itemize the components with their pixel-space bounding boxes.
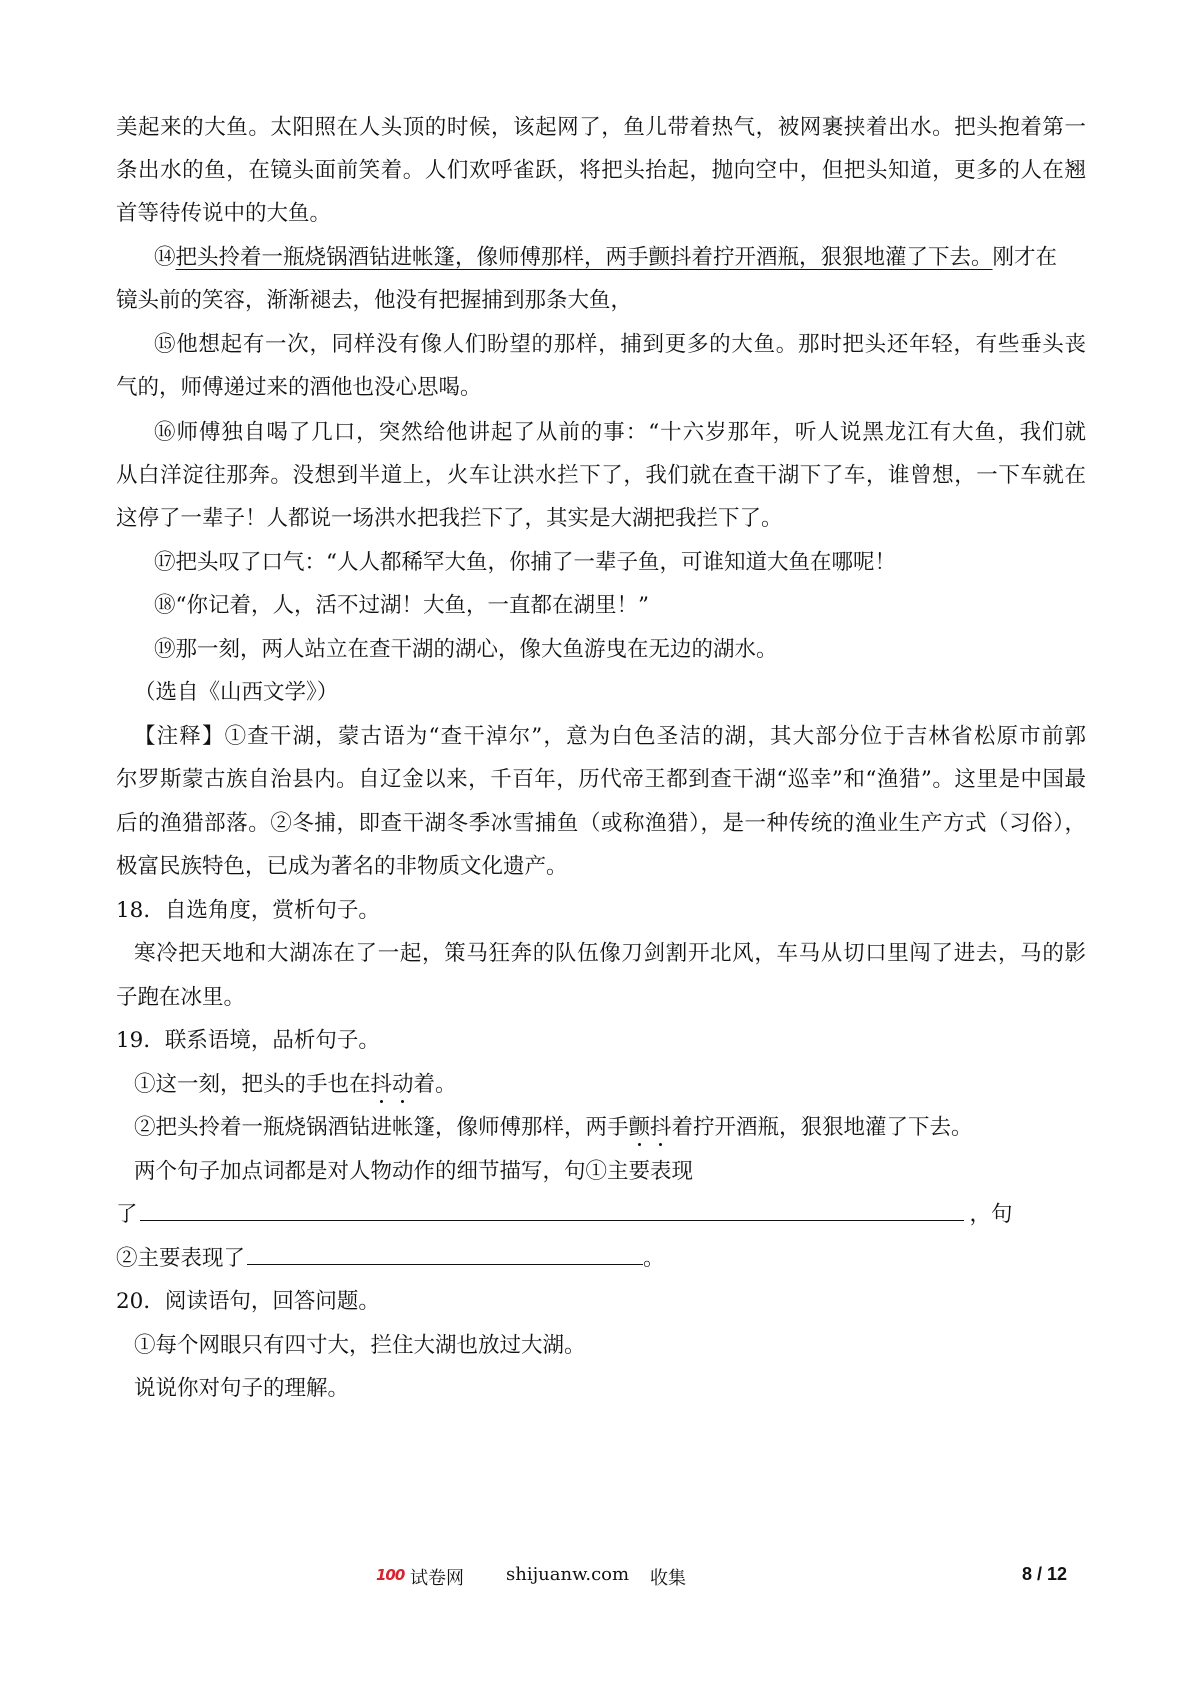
q19-s2-post: 着拧开酒瓶，狠狠地灌了下去。 (671, 1115, 973, 1140)
q19-blank2-row (116, 1244, 665, 1274)
para16-line1: ⑯师傅独自喝了几口，突然给他讲起了从前的事：“十六岁那年，听人说黑龙江有大鱼，我们就 (154, 420, 1086, 445)
collect-label: 收集 (650, 1568, 686, 1589)
answer-blank-2[interactable] (247, 1263, 643, 1265)
para16-line3: 这停了一辈子！人都说一场洪水把我拦下了，其实是大湖把我拦下了。 (116, 506, 783, 531)
para14-line1 (154, 243, 1057, 273)
page-footer (0, 1564, 1191, 1594)
q19-prompt: 两个句子加点词都是对人物动作的细节描写，句①主要表现 (134, 1159, 694, 1184)
para14-underlined-sentence: 把头拎着一瓶烧锅酒钻进帐篷，像师傅那样，两手颤抖着拧开酒瓶，狠狠地灌了下去。 (175, 245, 993, 270)
page-number: 8 / 12 (1022, 1564, 1068, 1584)
note-line1: 【注释】①查干湖，蒙古语为“查干淖尔”，意为白色圣洁的湖，其大部分位于吉林省松原市前郭 (134, 724, 1086, 749)
dotted-word-char: 动 (392, 1072, 414, 1097)
q19-sentence2 (134, 1113, 973, 1143)
site-logo: 100 (376, 1566, 405, 1584)
note-line2: 尔罗斯蒙古族自治县内。自辽金以来，千百年，历代帝王都到查干湖“巡幸”和“渔猎”。这里是中国最 (116, 767, 1086, 792)
dotted-word-char: 颤 (628, 1115, 651, 1140)
dotted-word-char: 抖 (370, 1072, 393, 1097)
para13-line2: 条出水的鱼，在镜头面前笑着。人们欢呼雀跃，将把头抬起，抛向空中，但把头知道，更多的人在翘 (116, 158, 1086, 183)
note-line4: 极富民族特色，已成为著名的非物质文化遗产。 (116, 854, 568, 879)
source-citation: （选自《山西文学》） (134, 680, 339, 705)
note-line3: 后的渔猎部落。②冬捕，即查干湖冬季冰雪捕鱼（或称渔猎），是一种传统的渔业生产方式（习俗）， (116, 811, 1086, 836)
q19-blank2-post: 。 (643, 1246, 665, 1271)
q18-sentence-line1: 寒冷把天地和大湖冻在了一起，策马狂奔的队伍像刀剑割开北风，车马从切口里闯了进去，马的影 (134, 941, 1086, 966)
q19-s1-post: 着。 (413, 1072, 457, 1097)
q20-title: 20．阅读语句，回答问题。 (116, 1289, 380, 1314)
para15-line1: ⑮他想起有一次，同样没有像人们盼望的那样，捕到更多的大鱼。那时把头还年轻，有些垂头丧 (154, 332, 1086, 357)
q19-s2-pre: ②把头拎着一瓶烧锅酒钻进帐篷，像师傅那样，两手 (134, 1115, 629, 1140)
para14-rest: 刚才在 (992, 245, 1058, 270)
site-url[interactable]: shijuanw.com (506, 1564, 630, 1585)
para19: ⑲那一刻，两人站立在查干湖的湖心，像大鱼游曳在无边的湖水。 (154, 637, 778, 662)
answer-blank-1[interactable] (140, 1219, 964, 1221)
para16-line2: 从白洋淀往那奔。没想到半道上，火车让洪水拦下了，我们就在查干湖下了车，谁曾想，一下车就在 (116, 463, 1086, 488)
q19-blank1-pre: 了 (116, 1202, 138, 1227)
para13-line3: 首等待传说中的大鱼。 (116, 201, 332, 226)
q19-sentence1 (134, 1070, 457, 1100)
para15-line2: 气的，师傅递过来的酒他也没心思喝。 (116, 375, 482, 400)
q19-blank1-row (116, 1200, 1013, 1230)
dotted-word-char: 抖 (650, 1115, 672, 1140)
q19-blank1-post: ，句 (969, 1202, 1013, 1227)
site-logo-text: 试卷网 (410, 1568, 464, 1589)
para13-line1: 美起来的大鱼。太阳照在人头顶的时候，该起网了，鱼儿带着热气，被网裹挟着出水。把头抱着第一 (116, 115, 1086, 140)
para18: ⑱“你记着，人，活不过湖！大鱼，一直都在湖里！” (154, 593, 649, 618)
q19-title: 19．联系语境，品析句子。 (116, 1028, 380, 1053)
q20-ask: 说说你对句子的理解。 (134, 1376, 350, 1401)
para17: ⑰把头叹了口气：“人人都稀罕大鱼，你捕了一辈子鱼，可谁知道大鱼在哪呢！ (154, 550, 896, 575)
q18-title: 18．自选角度，赏析句子。 (116, 898, 380, 923)
q20-sentence1: ①每个网眼只有四寸大，拦住大湖也放过大湖。 (134, 1333, 586, 1358)
para14-number: ⑭ (154, 245, 176, 270)
q19-s1-pre: ①这一刻，把头的手也在 (134, 1072, 371, 1097)
para14-line2: 镜头前的笑容，渐渐褪去，他没有把握捕到那条大鱼， (116, 288, 633, 313)
q19-blank2-pre: ②主要表现了 (116, 1246, 246, 1271)
q18-sentence-line2: 子跑在冰里。 (116, 985, 246, 1010)
